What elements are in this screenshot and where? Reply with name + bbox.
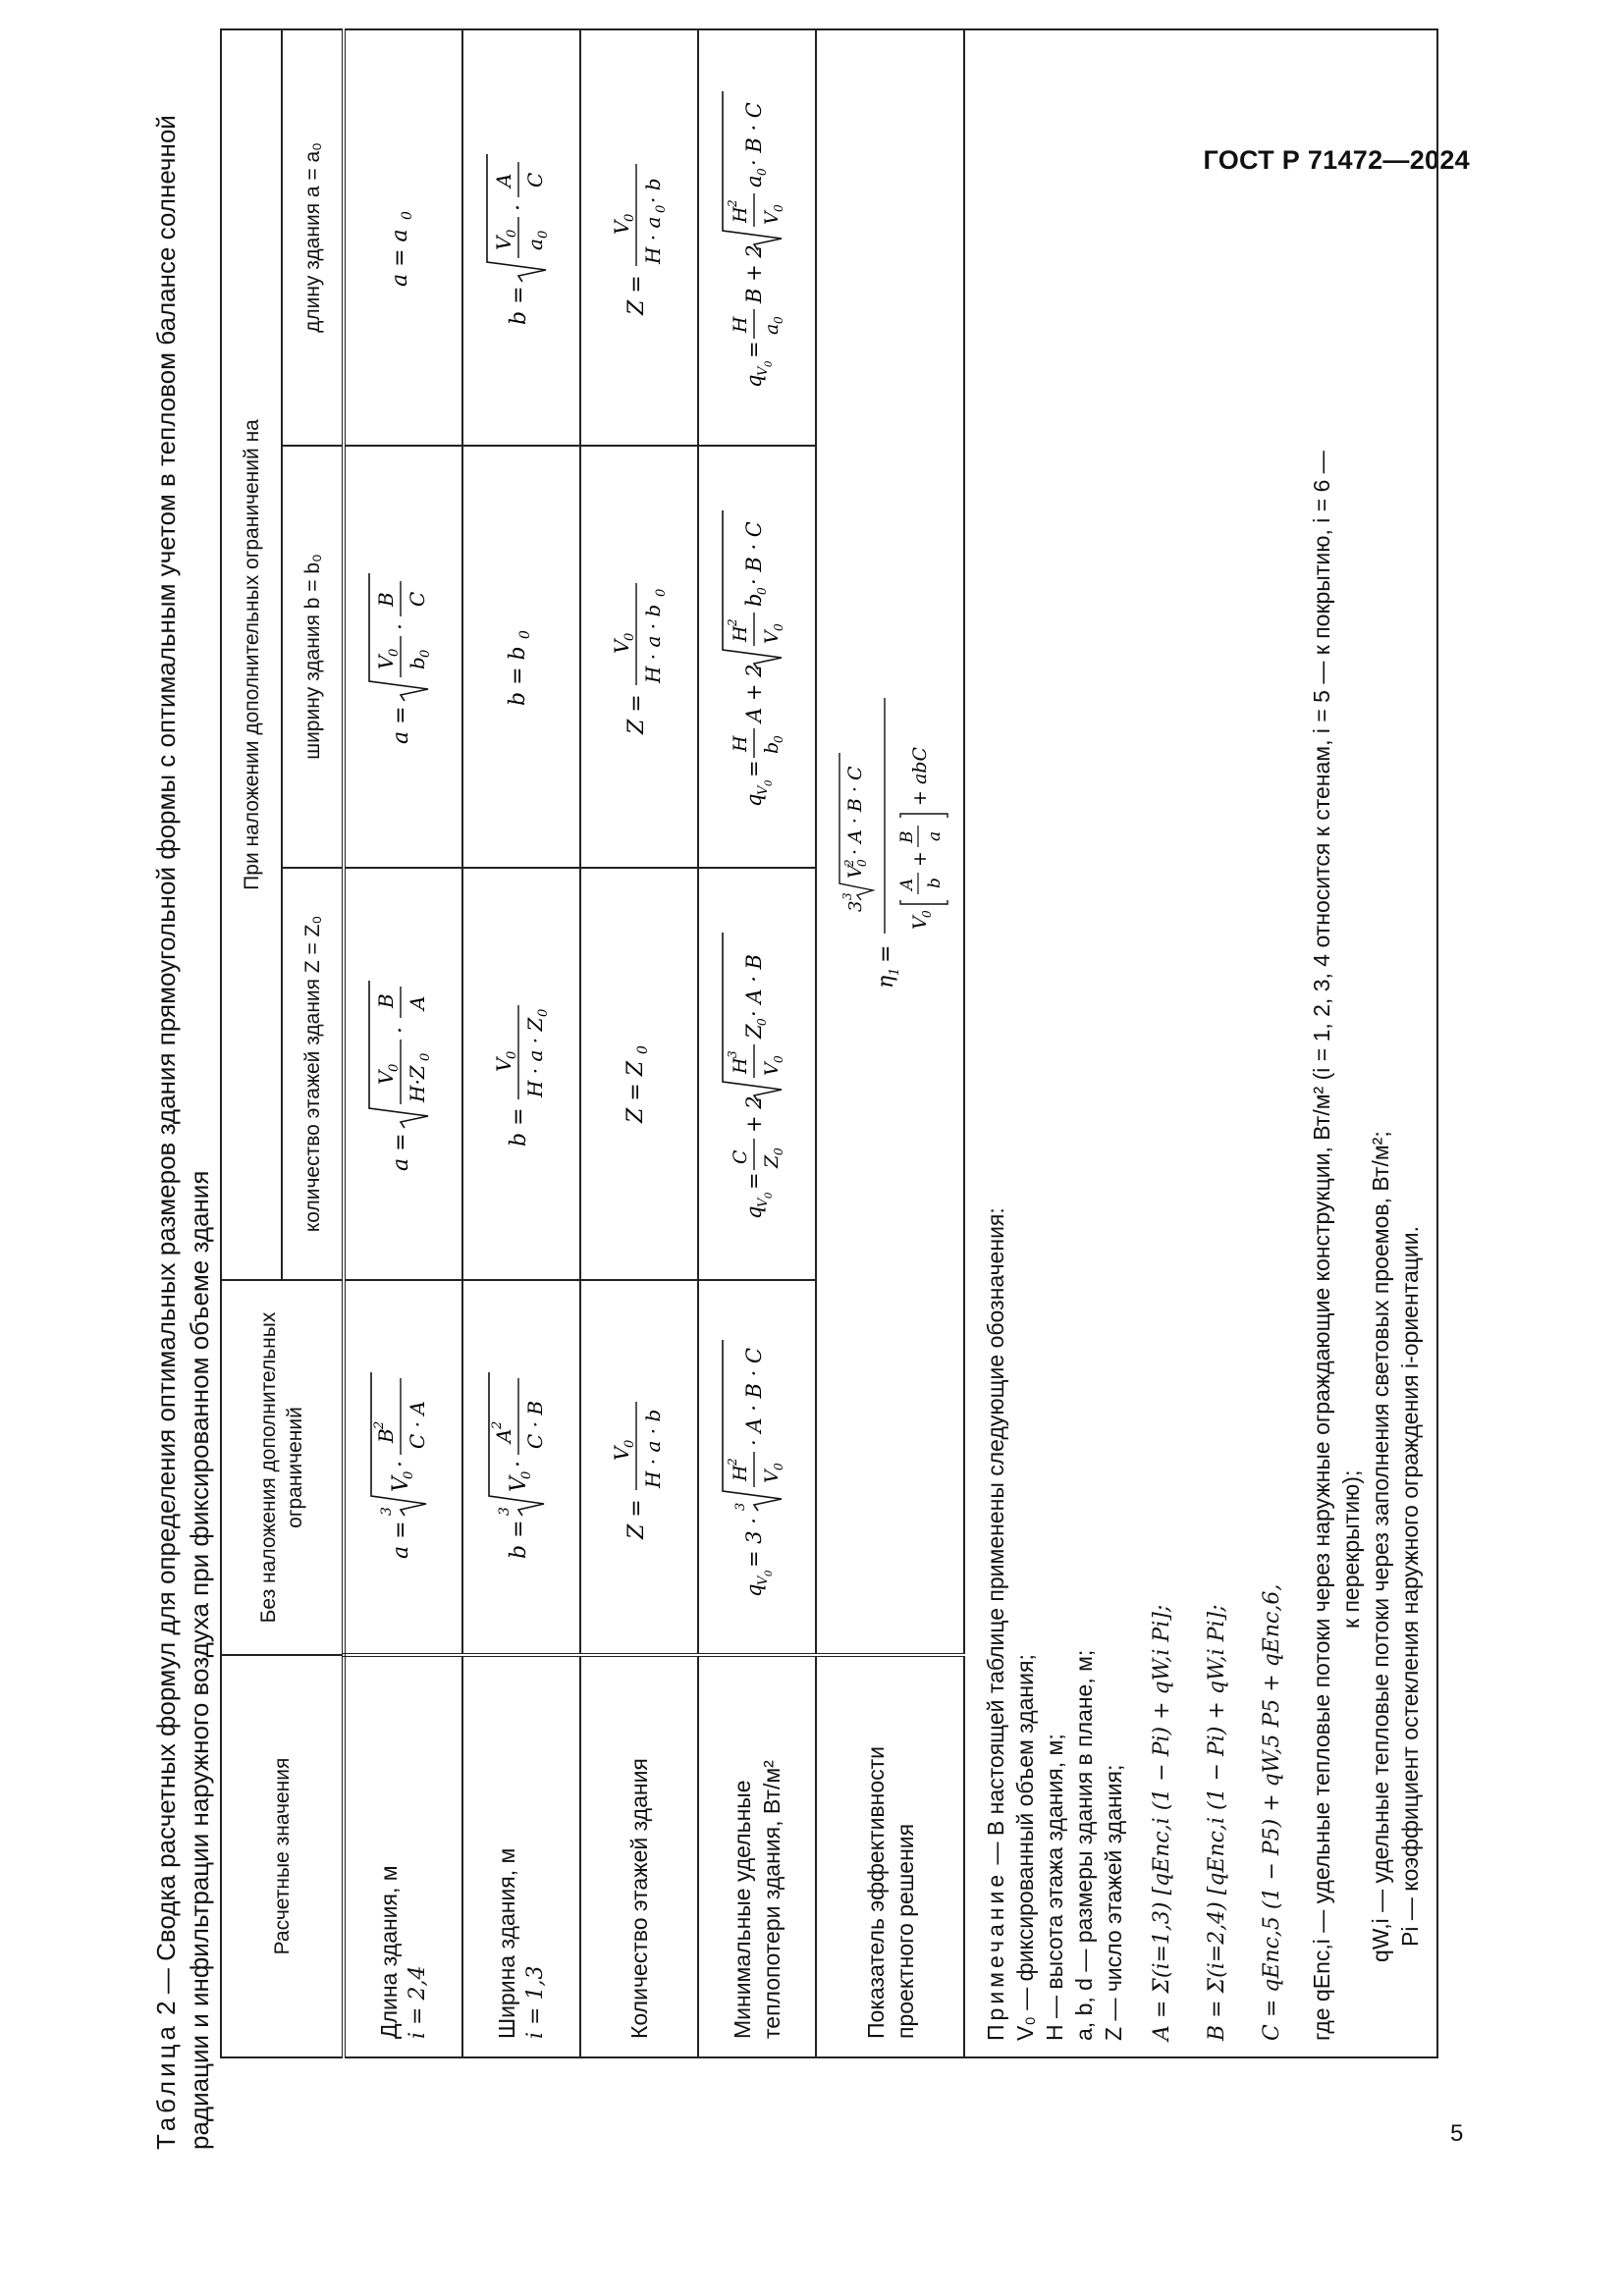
- svg-text:0: 0: [754, 587, 769, 595]
- svg-text:q: q: [741, 374, 766, 388]
- col-header-floors: количество этажей здания Z = Z₀: [282, 868, 344, 1280]
- svg-text:+ 2: + 2: [741, 1095, 766, 1133]
- svg-text:0: 0: [771, 623, 785, 631]
- svg-text:A: A: [491, 1429, 515, 1444]
- svg-text:C · B: C · B: [522, 1401, 547, 1450]
- caption-label: Таблица: [151, 2022, 181, 2150]
- svg-text:V: V: [609, 220, 633, 235]
- svg-text:a =: a =: [388, 1521, 413, 1560]
- formula-cell: [580, 868, 698, 1280]
- svg-text:0: 0: [622, 632, 637, 641]
- svg-text:0: 0: [535, 230, 551, 239]
- notes-row: [964, 29, 1437, 2057]
- svg-text:H · a · Z: H · a · Z: [522, 1017, 547, 1097]
- col-header-with-restriction: При наложении дополнительных ограничений на: [221, 29, 282, 1280]
- row-label-text: Минимальные удельные теплопотери здания, Вт/м²: [730, 1760, 785, 2039]
- note-line: a, b, d — размеры здания в плане, м;: [1071, 1649, 1097, 2041]
- svg-text:H · a · b: H · a · b: [640, 1410, 665, 1489]
- svg-text:b =: b =: [506, 1107, 531, 1147]
- formula-cell: [344, 868, 462, 1280]
- svg-text:V: V: [755, 366, 771, 376]
- rotated-table-page: [135, 0, 1530, 2209]
- svg-text:· A · B · C: · A · B · C: [741, 1348, 766, 1447]
- svg-text:q: q: [741, 793, 766, 807]
- svg-text:0: 0: [754, 1018, 769, 1026]
- svg-text:0: 0: [771, 1055, 785, 1063]
- svg-text:a = a: a = a: [387, 229, 412, 287]
- svg-text:V: V: [373, 1070, 398, 1085]
- formula-cell: [462, 29, 580, 446]
- formula-cell: [344, 446, 462, 868]
- formula-cell: [698, 1280, 816, 1655]
- col-header-length: длину здания a = a₀: [282, 29, 344, 446]
- col-header-values: Расчетные значения: [221, 1655, 344, 2057]
- svg-text:b: b: [760, 741, 783, 754]
- notes-intro: — В настоящей таблице применены следующие обозначения:: [983, 1207, 1008, 1871]
- note-line: Z — число этажей здания;: [1101, 1764, 1126, 2041]
- svg-text:V: V: [760, 630, 783, 644]
- svg-text:H: H: [729, 1057, 751, 1074]
- note-line: qW,i — удельные тепловые потоки через заполнения световых проемов, Вт/м²;: [1368, 1131, 1393, 1962]
- svg-text:a: a: [760, 323, 783, 335]
- svg-text:A: A: [405, 995, 429, 1010]
- svg-text:0: 0: [535, 1008, 551, 1017]
- svg-text:0: 0: [920, 910, 934, 919]
- svg-text:V: V: [760, 1469, 783, 1484]
- formula-cell: [580, 29, 698, 446]
- svg-text:0: 0: [386, 1063, 402, 1072]
- caption-number: 2: [151, 2001, 181, 2015]
- svg-text:a: a: [925, 831, 945, 842]
- formula-length-floors: [361, 971, 440, 1177]
- svg-text:V: V: [844, 865, 866, 880]
- formula-cell: [344, 29, 462, 446]
- svg-text:Z =: Z =: [623, 275, 649, 315]
- formula-cell: [698, 29, 816, 446]
- note-formula-a: A = Σ(i=1,3) [qEnc,i (1 − Pi) + qW,i Pi];: [1150, 1604, 1174, 2041]
- svg-text:0: 0: [399, 211, 415, 220]
- notes-title: Примечание: [983, 1870, 1008, 2041]
- row-label: [344, 1655, 462, 2057]
- svg-text:a: a: [741, 175, 766, 187]
- svg-text:0: 0: [855, 859, 869, 868]
- svg-text:B + 2: B + 2: [741, 244, 766, 303]
- svg-text:q: q: [741, 1584, 766, 1598]
- svg-text:=: =: [874, 945, 898, 964]
- formula-heatloss-free: [715, 1335, 793, 1600]
- svg-text:A + 2: A + 2: [741, 664, 766, 722]
- formula-length-length: [371, 179, 430, 296]
- svg-text:H: H: [729, 625, 751, 642]
- row-label: [462, 1655, 580, 2057]
- row-label: [816, 1655, 964, 2057]
- note-line: к перекрытию);: [1338, 1469, 1364, 1629]
- formula-heatloss-width: [715, 505, 793, 809]
- note-line: Pi — коэффициент остекления наружного ограждения i-ориентации.: [1397, 1225, 1423, 1947]
- svg-text:a =: a =: [388, 706, 413, 744]
- svg-text:V: V: [909, 916, 931, 931]
- table-row: [816, 29, 964, 2057]
- svg-text:0: 0: [763, 1192, 775, 1199]
- formula-cell: [580, 446, 698, 868]
- svg-text:0: 0: [386, 648, 402, 657]
- formula-width-floors: [479, 995, 558, 1152]
- formula-efficiency: [818, 685, 955, 999]
- svg-text:0: 0: [763, 360, 775, 367]
- svg-text:Z = Z: Z = Z: [623, 1061, 648, 1123]
- row-label-text: Показатель эффективности проектного решения: [862, 1745, 918, 2039]
- row-label: [698, 1655, 816, 2057]
- svg-text:· B · C: · B · C: [741, 102, 766, 166]
- svg-text:2: 2: [725, 1458, 739, 1467]
- svg-text:·: ·: [506, 204, 531, 211]
- svg-text:Z: Z: [741, 1024, 766, 1039]
- svg-text:η: η: [874, 976, 898, 989]
- formula-width-width: [489, 598, 548, 716]
- svg-text:Z: Z: [760, 1154, 783, 1168]
- svg-text:0: 0: [401, 1471, 416, 1480]
- formula-floors-length: [597, 154, 676, 321]
- svg-text:3: 3: [732, 1503, 748, 1512]
- formula-cell: [698, 446, 816, 868]
- formula-cell: [462, 868, 580, 1280]
- svg-text:H · a: H · a: [640, 216, 665, 264]
- svg-text:0: 0: [771, 735, 785, 743]
- svg-text:0: 0: [763, 779, 775, 786]
- formula-floors-width: [597, 573, 676, 740]
- table-row: [462, 29, 580, 2057]
- page-number: 5: [1450, 2120, 1464, 2147]
- svg-text:V: V: [491, 1057, 515, 1072]
- svg-text:a =: a =: [388, 1133, 413, 1171]
- svg-text:B: B: [897, 831, 917, 844]
- formula-length-free: [361, 1369, 440, 1566]
- svg-text:·: ·: [388, 1461, 413, 1468]
- svg-text:=: =: [741, 341, 766, 358]
- formula-cell: [344, 1280, 462, 1655]
- svg-text:V: V: [755, 1198, 771, 1207]
- svg-text:= 3 ·: = 3 ·: [741, 1518, 766, 1569]
- svg-text:0: 0: [417, 1052, 433, 1061]
- svg-text:1: 1: [888, 968, 902, 977]
- svg-text:b =: b =: [506, 286, 531, 325]
- svg-text:V: V: [491, 236, 515, 250]
- svg-text:H: H: [729, 735, 751, 752]
- row-label-text: Количество этажей здания: [626, 1758, 652, 2039]
- row-label-text: Длина здания, м: [376, 1865, 402, 2039]
- formula-width-free: [479, 1369, 558, 1566]
- svg-text:b = b: b = b: [505, 646, 530, 706]
- svg-text:V: V: [760, 211, 783, 225]
- table-caption: [149, 88, 216, 2150]
- svg-text:V: V: [609, 1447, 633, 1462]
- svg-text:·: ·: [388, 1027, 413, 1034]
- formula-cell: [698, 868, 816, 1280]
- col-header-width: ширину здания b = b₀: [282, 446, 344, 868]
- svg-text:0: 0: [634, 1045, 651, 1054]
- svg-text:3: 3: [496, 1507, 513, 1517]
- svg-text:0: 0: [771, 1463, 785, 1471]
- svg-text:0: 0: [622, 1440, 637, 1449]
- svg-text:V: V: [373, 655, 398, 669]
- formula-table: [220, 28, 1438, 2058]
- svg-text:0: 0: [653, 204, 669, 213]
- svg-text:H·Z: H·Z: [405, 1065, 429, 1102]
- svg-text:Z =: Z =: [623, 694, 649, 734]
- note-line: H — высота этажа здания, м;: [1042, 1734, 1067, 2041]
- col-header-no-restriction-text: Без наложения дополнительных ограничений: [257, 1311, 306, 1624]
- svg-text:V: V: [755, 785, 771, 795]
- svg-text:H: H: [729, 206, 751, 223]
- svg-text:B: B: [373, 1428, 398, 1444]
- svg-text:C: C: [522, 172, 547, 187]
- svg-text:b: b: [925, 878, 945, 889]
- svg-text:· A · B · C: · A · B · C: [844, 766, 866, 856]
- svg-text:0: 0: [754, 168, 769, 176]
- note-formula-c: C = qEnc,5 (1 − P5) + qW,5 P5 + qEnc,6,: [1260, 1583, 1284, 2041]
- note-formula-b: B = Σ(i=2,4) [qEnc,i (1 − Pi) + qW,i Pi];: [1205, 1604, 1229, 2041]
- formula-heatloss-length: [715, 85, 793, 390]
- svg-text:a: a: [522, 239, 547, 250]
- formula-floors-free: [597, 1389, 676, 1546]
- svg-text:0: 0: [763, 1571, 775, 1577]
- svg-text:· B · C: · B · C: [741, 521, 766, 585]
- svg-text:V: V: [506, 1476, 531, 1493]
- svg-text:+: +: [909, 851, 931, 868]
- svg-text:·: ·: [388, 623, 413, 630]
- svg-text:H: H: [729, 1465, 751, 1482]
- svg-text:3: 3: [840, 892, 854, 901]
- table-row: [580, 29, 698, 2057]
- svg-text:H · a · b: H · a · b: [640, 604, 665, 683]
- svg-text:V: V: [760, 1062, 783, 1076]
- svg-text:C: C: [405, 591, 429, 607]
- formula-heatloss-floors: [715, 927, 793, 1221]
- note-line: где qEnc,i — удельные тепловые потоки через наружные ограждающие конструкции, Вт/м² (i = 1, 2, 3, 4 относится к стенам, i = 5 — к покрытию, i = 6 —: [1309, 451, 1334, 2041]
- svg-text:Z =: Z =: [623, 1499, 649, 1540]
- formula-floors-floors: [607, 1015, 666, 1133]
- row-label-sub: i = 1,3: [523, 1965, 548, 2039]
- row-label: [580, 1655, 698, 2057]
- svg-text:=: =: [741, 760, 766, 777]
- col-header-no-restriction: [221, 1280, 344, 1655]
- table-row: [698, 29, 816, 2057]
- svg-text:V: V: [609, 639, 633, 654]
- svg-text:0: 0: [417, 649, 433, 658]
- svg-text:b: b: [405, 657, 429, 669]
- svg-text:A: A: [897, 879, 917, 891]
- svg-text:0: 0: [516, 630, 533, 639]
- svg-text:A: A: [491, 173, 515, 187]
- svg-text:0: 0: [622, 213, 637, 222]
- svg-text:2: 2: [842, 859, 856, 868]
- svg-text:2: 2: [371, 1421, 387, 1430]
- svg-text:b: b: [741, 593, 766, 607]
- formula-cell: [462, 1280, 580, 1655]
- svg-text:2: 2: [725, 199, 739, 207]
- svg-text:0: 0: [771, 1148, 785, 1155]
- svg-text:· A · B: · A · B: [741, 954, 766, 1017]
- formula-cell: [462, 446, 580, 868]
- svg-text:q: q: [741, 1205, 766, 1219]
- svg-text:2: 2: [489, 1421, 505, 1430]
- svg-text:C · A: C · A: [405, 1401, 429, 1450]
- notes-cell: [964, 29, 1437, 2057]
- svg-text:0: 0: [518, 1471, 534, 1480]
- svg-text:C: C: [729, 1149, 751, 1164]
- svg-text:·: ·: [506, 1461, 531, 1468]
- svg-text:0: 0: [771, 204, 785, 212]
- svg-text:+ abC: + abC: [909, 747, 931, 807]
- svg-text:0: 0: [653, 588, 669, 597]
- svg-text:B: B: [373, 592, 398, 607]
- standard-header: ГОСТ Р 71472—2024: [1203, 145, 1470, 175]
- svg-text:0: 0: [771, 316, 785, 324]
- svg-text:0: 0: [504, 229, 519, 238]
- formula-cell: [580, 1280, 698, 1655]
- svg-text:3: 3: [378, 1507, 395, 1517]
- svg-text:3: 3: [725, 1050, 739, 1058]
- svg-text:H: H: [729, 316, 751, 333]
- svg-text:B: B: [373, 993, 398, 1008]
- row-label-text: Ширина здания, м: [494, 1847, 519, 2039]
- svg-text:0: 0: [504, 1050, 519, 1059]
- svg-text:· b: · b: [640, 178, 665, 203]
- row-label-sub: i = 2,4: [406, 1965, 430, 2039]
- caption-text: — Сводка расчетных формул для определения оптимальных размеров здания прямоугольной формы с оптимальным учетом в тепловом балансе солнечной радиации и инфильтрации наружного воздуха при фиксированном объеме здания: [151, 115, 214, 2150]
- svg-text:V: V: [388, 1476, 413, 1493]
- svg-text:2: 2: [725, 618, 739, 626]
- formula-cell: [816, 29, 964, 1655]
- table-row: [344, 29, 462, 2057]
- note-line: V₀ — фиксированный объем здания;: [1012, 1654, 1038, 2041]
- svg-text:3: 3: [845, 901, 866, 913]
- formula-width-length: [479, 144, 558, 331]
- formula-length-width: [361, 563, 440, 750]
- svg-text:V: V: [755, 1576, 771, 1586]
- svg-text:=: =: [741, 1172, 766, 1190]
- svg-text:b =: b =: [506, 1520, 531, 1560]
